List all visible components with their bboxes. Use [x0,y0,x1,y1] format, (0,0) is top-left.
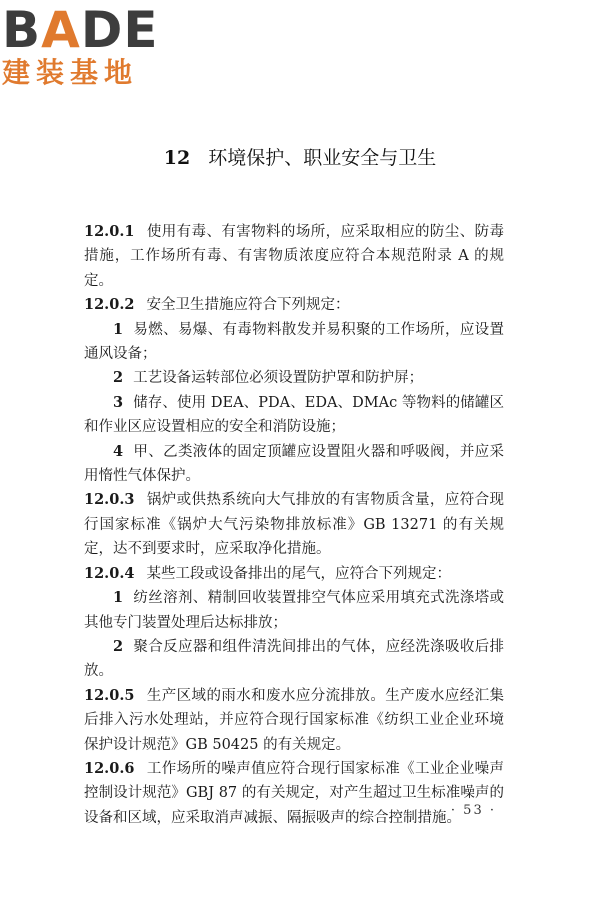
chapter-title [0,145,600,171]
item-text: 甲、乙类液体的固定顶罐应设置阻火器和呼吸阀，并应采用惰性气体保护。 [84,443,504,485]
clause-12-0-2 [84,293,504,317]
brand-logo-text: BADE [2,1,159,59]
brand-logo [2,1,174,90]
clause-12-0-3 [84,488,504,561]
brand-logo-subtitle: 建装基地 [2,56,139,89]
chapter-number: 12 [163,147,191,169]
clause-item [84,586,504,635]
clause-text: 工作场所的噪声值应符合现行国家标准《工业企业噪声控制设计规范》GBJ 87 的有关规定，对产生超过卫生标准噪声的设备和区域，应采取消声减振、隔振吸声的综合控制措施。 [84,760,504,826]
item-text: 纺丝溶剂、精制回收装置排空气体应采用填充式洗涤塔或其他专门装置处理后达标排放； [84,590,504,631]
clause-text: 某些工段或设备排出的尾气，应符合下列规定： [146,565,451,582]
item-number: 2 [113,369,124,387]
clause-12-0-5 [84,684,504,757]
clause-number: 12.0.4 [84,564,135,582]
clause-item [84,366,504,390]
clause-text: 锅炉或供热系统向大气排放的有害物质含量，应符合现行国家标准《锅炉大气污染物排放标准》GB 13271 的有关规定，达不到要求时，应采取净化措施。 [84,492,504,558]
clause-number: 12.0.5 [84,686,135,704]
item-text: 聚合反应器和组件清洗间排出的气体，应经洗涤吸收后排放。 [84,638,504,680]
clause-number: 12.0.1 [84,223,135,240]
item-number: 1 [113,589,124,607]
clause-12-0-4 [84,562,504,586]
clause-item [84,635,504,684]
page-number: · 53 · [450,803,496,818]
clause-number: 12.0.3 [84,491,135,509]
page-body [84,220,504,830]
item-number: 3 [113,393,124,411]
clause-item [84,318,504,367]
clause-text: 生产区域的雨水和废水应分流排放。生产废水应经汇集后排入污水处理站，并应符合现行国家标准《纺织工业企业环境保护设计规范》GB 50425 的有关规定。 [84,687,504,753]
clause-number: 12.0.6 [84,759,135,777]
item-number: 1 [113,320,124,338]
clause-12-0-1 [84,220,504,293]
clause-item [84,391,504,440]
clause-text: 安全卫生措施应符合下列规定： [146,297,350,314]
item-text: 易燃、易爆、有毒物料散发并易积聚的工作场所，应设置通风设备； [84,321,504,363]
item-number: 4 [113,442,124,460]
clause-item [84,440,504,489]
clause-12-0-6 [84,757,504,830]
item-number: 2 [113,637,124,655]
item-text: 工艺设备运转部位必须设置防护罩和防护屏； [133,370,424,387]
item-text: 储存、使用 DEA、PDA、EDA、DMAc 等物料的储罐区和作业区应设置相应的安全和消防设施； [84,394,504,436]
clause-number: 12.0.2 [84,296,135,314]
chapter-title-text: 环境保护、职业安全与卫生 [208,147,437,169]
clause-text: 使用有毒、有害物料的场所，应采取相应的防尘、防毒措施，工作场所有毒、有害物质浓度应符合本规范附录 A 的规定。 [84,224,504,289]
